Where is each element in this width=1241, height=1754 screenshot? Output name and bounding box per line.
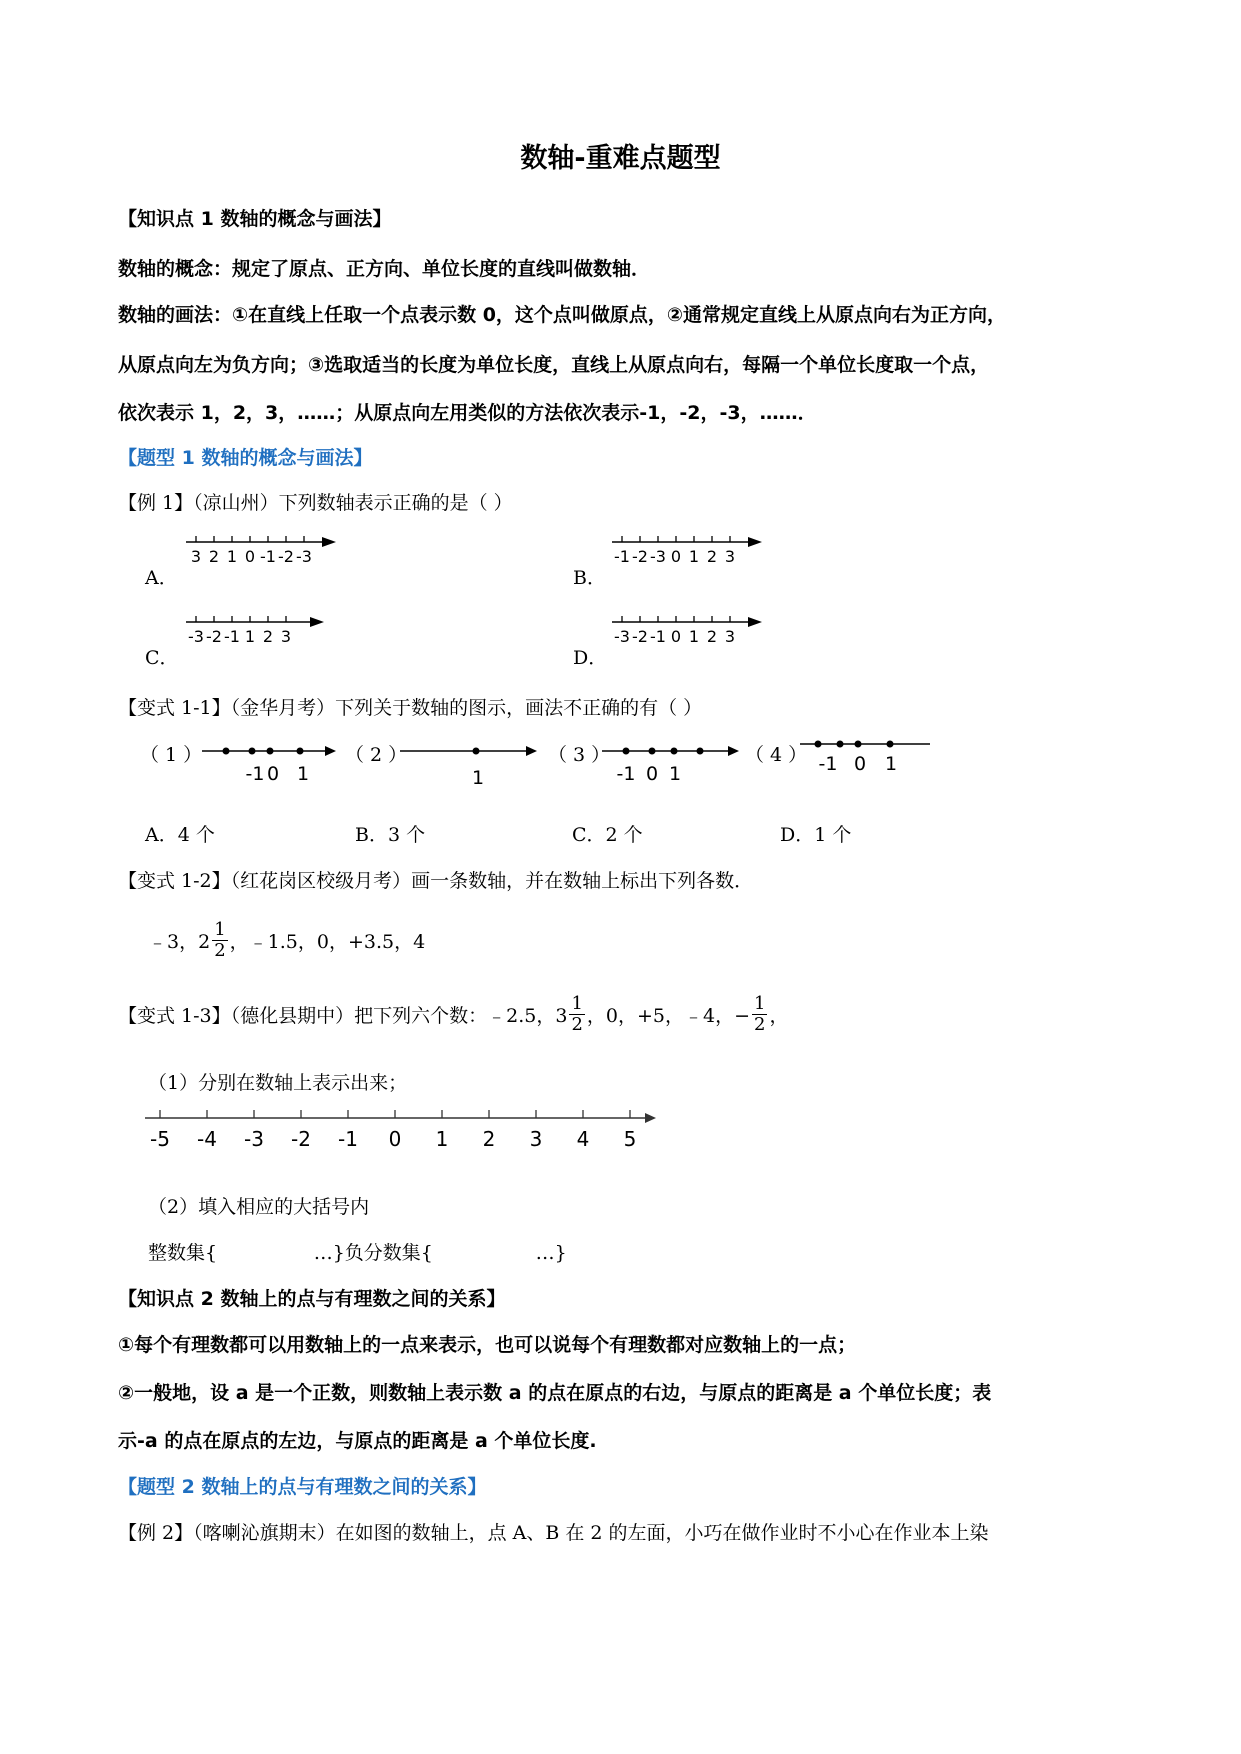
v13-sets: 整数集{ …}负分数集{ …} [148,1242,567,1264]
ex1-option-d-letter: D． [573,647,608,669]
v11-fig4-tick-b: 0 [853,753,867,775]
ex1-option-b-label-5: 2 [706,547,718,566]
ex1-option-b-label-0: -1 [614,547,630,566]
ex1-option-b-label-3: 0 [670,547,682,566]
v11-fig2-axis [398,728,543,788]
v12-frac-den: 2 [214,940,226,961]
v11-fig1-tick-c: 1 [296,763,310,785]
v11-fig2-tick: 1 [471,767,485,788]
v13-fraction-1 [569,994,584,1035]
v13-tick-label: 5 [623,1127,637,1151]
v11-answer-b: B．3 个 [355,824,426,846]
ex2-stem: 【例 2】（喀喇沁旗期末）在如图的数轴上，点 A、B 在 2 的左面，小巧在做作业时不小心在作业本上染 [118,1522,989,1544]
v13-tick-label: -5 [150,1127,170,1151]
kp1-method-line3: 依次表示 1，2，3，……；从原点向左用类似的方法依次表示-1，-2，-3，……． [118,402,817,424]
v13-frac2-den: 2 [754,1014,766,1035]
ex1-option-a-label-6: -3 [296,547,312,566]
v13-tick-label: 1 [435,1127,449,1151]
v12-numbers [148,920,425,961]
v13-tick-label: 3 [529,1127,543,1151]
v13-frac1-den: 2 [571,1014,583,1035]
v11-fig3-label: （ 3 ） [548,744,611,766]
v11-fig3-tick-a: -1 [616,763,636,785]
v12-fraction [212,920,227,961]
v11-fig3-tick-b: 0 [645,763,659,785]
v11-stem: 【变式 1-1】（金华月考）下列关于数轴的图示，画法不正确的有（ ） [118,697,703,719]
v11-fig4-axis [798,728,933,788]
ex1-option-d-label-6: 3 [724,627,736,646]
ex1-option-d-axis [612,608,772,648]
v13-stem [118,994,788,1035]
ex1-option-a-letter: A． [145,567,178,589]
v11-fig2-label: （ 2 ） [345,744,408,766]
v13-part2: （2）填入相应的大括号内 [148,1196,370,1218]
v11-answer-c: C．2 个 [572,824,643,846]
v13-tick-label: -3 [244,1127,264,1151]
v11-fig4-label: （ 4 ） [745,744,808,766]
ex1-option-a-label-1: 2 [208,547,220,566]
v11-answer-a: A．4 个 [145,824,215,846]
v13-fraction-2 [752,994,767,1035]
ex1-option-c-label-0: -3 [188,627,204,646]
ex1-stem: 【例 1】（凉山州）下列数轴表示正确的是（ ） [118,492,513,514]
ex1-option-a-label-5: -2 [278,547,294,566]
v13-stem-b: ，0，+5，﹣4，− [586,1005,751,1027]
kp2-line3: 示-a 的点在原点的左边，与原点的距离是 a 个单位长度. [118,1430,597,1452]
ex1-option-c-letter: C． [145,647,179,669]
kp1-heading: 【知识点 1 数轴的概念与画法】 [118,208,392,230]
v13-tick-label: 0 [388,1127,402,1151]
kp1-concept: 数轴的概念：规定了原点、正方向、单位长度的直线叫做数轴． [118,258,651,280]
v13-stem-a: 【变式 1-3】（德化县期中）把下列六个数：﹣2.5，3 [118,1005,568,1027]
ex1-option-c-label-3: 1 [244,627,256,646]
kp1-method-line1: 数轴的画法：①在直线上任取一个点表示数 0，这个点叫做原点，②通常规定直线上从原点向右为正方向， [118,304,1007,326]
ex1-option-d-label-5: 2 [706,627,718,646]
ex1-option-b-label-1: -2 [632,547,648,566]
ex1-option-c-label-2: -1 [224,627,240,646]
kp2-heading: 【知识点 2 数轴上的点与有理数之间的关系】 [118,1288,506,1310]
v12-numbers-a: ﹣3，2 [148,931,211,953]
ex1-option-b-letter: B． [573,567,606,589]
v13-part1: （1）分别在数轴上表示出来； [148,1072,408,1094]
ex1-option-b-axis [612,528,772,568]
ex1-option-a-label-0: 3 [190,547,202,566]
page-title: 数轴-重难点题型 [520,143,721,174]
ex1-option-b-label-6: 3 [724,547,736,566]
ex1-option-a-label-2: 1 [226,547,238,566]
v11-fig1-tick-a: -1 [245,763,265,785]
ex1-option-c-label-4: 2 [262,627,274,646]
v12-numbers-b: ，﹣1.5，0，+3.5，4 [229,931,426,953]
ex1-option-d-label-2: -1 [650,627,666,646]
v11-fig4-tick-c: 1 [884,753,898,775]
type2-heading: 【题型 2 数轴上的点与有理数之间的关系】 [118,1476,487,1498]
kp2-line1: ①每个有理数都可以用数轴上的一点来表示，也可以说每个有理数都对应数轴上的一点； [118,1334,857,1356]
v13-frac1-num: 1 [571,993,583,1014]
ex1-option-d-label-0: -3 [614,627,630,646]
ex1-option-c-label-5: 3 [280,627,292,646]
ex1-option-d-label-3: 0 [670,627,682,646]
v13-frac2-num: 1 [754,993,766,1014]
ex1-option-c-axis [186,608,346,648]
v11-fig1-axis [200,728,345,788]
ex1-option-b-label-4: 1 [688,547,700,566]
ex1-option-a-label-4: -1 [260,547,276,566]
v13-number-line [140,1104,660,1160]
v12-frac-num: 1 [214,919,226,940]
v11-fig3-tick-c: 1 [668,763,682,785]
v11-answer-d: D．1 个 [780,824,852,846]
kp2-line2: ②一般地，设 a 是一个正数，则数轴上表示数 a 的点在原点的右边，与原点的距离是 a 个单位长度；表 [118,1382,992,1404]
v13-tick-label: 4 [576,1127,590,1151]
type1-heading: 【题型 1 数轴的概念与画法】 [118,447,373,469]
ex1-option-a-label-3: 0 [244,547,256,566]
v11-fig4-tick-a: -1 [818,753,838,775]
v11-fig1-tick-b: 0 [266,763,280,785]
ex1-option-b-label-2: -3 [650,547,666,566]
v13-tick-label: 2 [482,1127,496,1151]
v13-tick-label: -1 [338,1127,358,1151]
v13-stem-c: ， [769,1005,789,1027]
kp1-method-line2: 从原点向左为负方向；③选取适当的长度为单位长度，直线上从原点向右，每隔一个单位长度取一个点， [118,354,990,376]
v11-fig1-label: （ 1 ） [140,744,203,766]
ex1-option-d-label-1: -2 [632,627,648,646]
ex1-option-c-label-1: -2 [206,627,222,646]
v13-tick-label: -2 [291,1127,311,1151]
v12-stem: 【变式 1-2】（红花岗区校级月考）画一条数轴，并在数轴上标出下列各数． [118,870,754,892]
ex1-option-d-label-4: 1 [688,627,700,646]
v11-fig3-axis [600,728,750,788]
ex1-option-a-axis [186,528,346,568]
v13-tick-label: -4 [197,1127,217,1151]
